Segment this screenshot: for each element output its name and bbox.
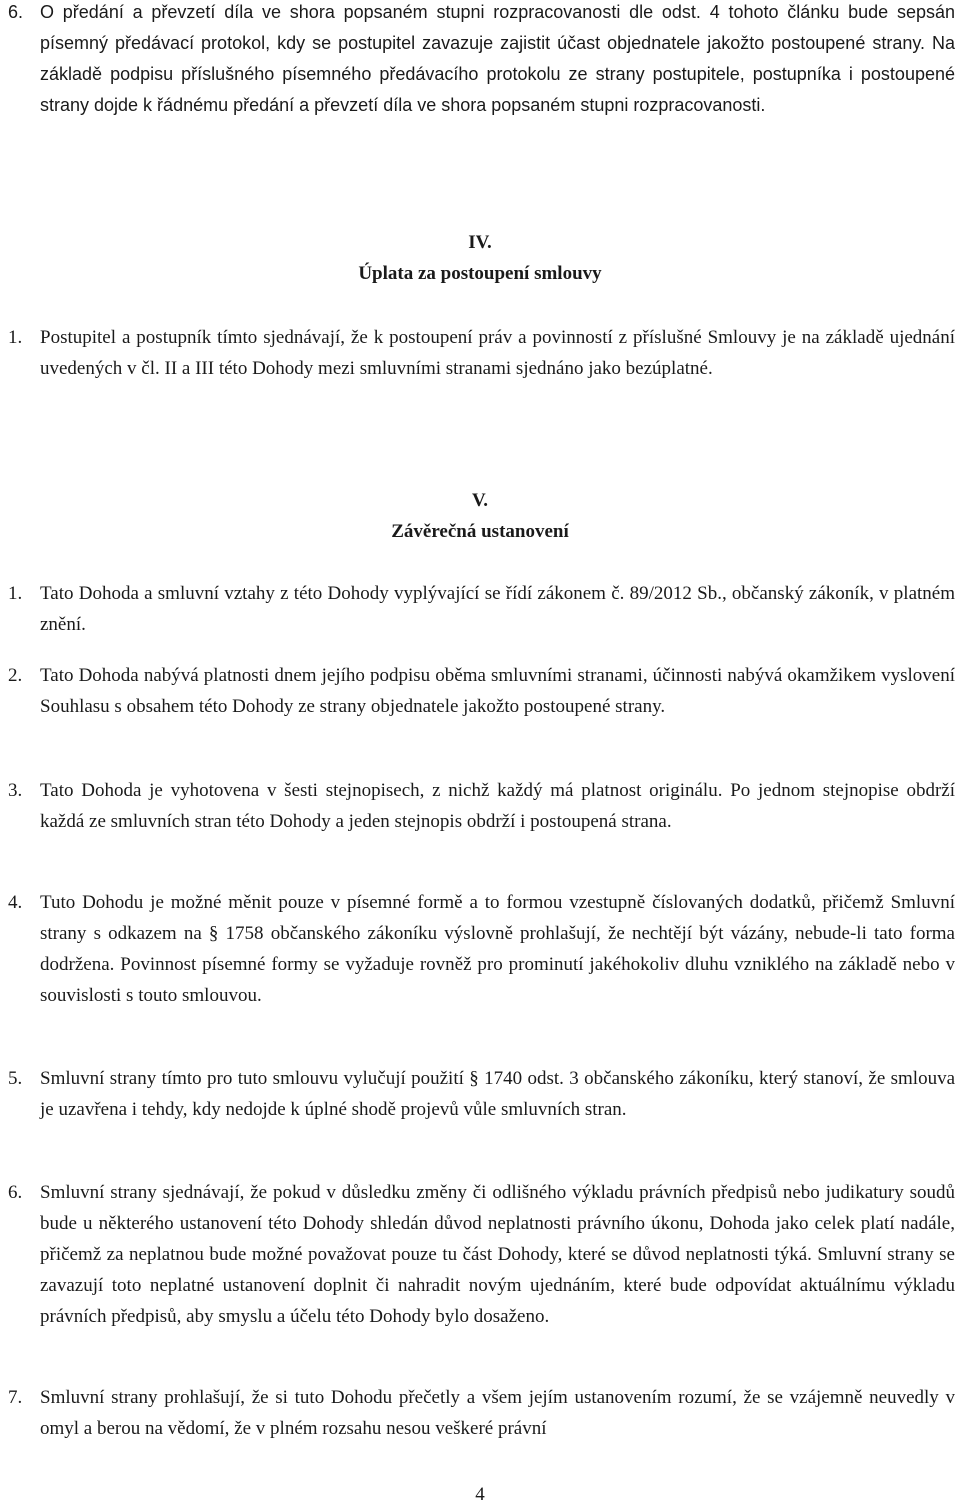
list-item-text: Smluvní strany sjednávají, že pokud v důsledku změny či odlišného výkladu právních předpisů nebo judikatury soudů bude u některého ustanovení této Dohody shledán důvod neplatnosti právního úkonu, Dohoda jako celek platí nadále, přičemž za neplatnou bude možné považovat pouze tu část Dohody, které se důvod neplatnosti týká. Smluvní strany se zavazují toto neplatné ustanovení doplnit či nahradit novým ujednáním, které bude odpovídat aktuálnímu výkladu právních předpisů, aby smyslu a účelu této Dohody bylo dosaženo.	[40, 1182, 955, 1327]
list-item-text: O předání a převzetí díla ve shora popsaném stupni rozpracovanosti dle odst. 4 tohoto článku bude sepsán písemný předávací protokol, kdy se postupitel zavazuje zajistit účast objednatele jakožto postoupené strany. Na základě podpisu příslušného písemného předávacího protokolu ze strany postupitele, postupníka i postoupené strany dojde k řádnému předání a převzetí díla ve shora popsaném stupni rozpracovanosti.	[40, 2, 955, 115]
list-item-number: 1.	[8, 327, 23, 348]
list-item-text: Tuto Dohodu je možné měnit pouze v písemné formě a to formou vzestupně číslovaných dodatků, přičemž Smluvní strany s odkazem na § 1758 občanského zákoníku výslovně prohlašují, že nechtějí být vázány, nebude-li tato forma dodržena. Povinnost písemné formy se vyžaduje rovněž pro prominutí jakéhokoliv dluhu vzniklého na základě nebo v souvislosti s touto smlouvou.	[40, 892, 955, 1006]
section-v-item-5	[8, 1063, 955, 1125]
list-item-number: 3.	[8, 780, 23, 801]
section-iv-item-1	[8, 322, 955, 384]
list-item-number: 6.	[8, 2, 24, 22]
section-v-numeral: V.	[471, 490, 489, 511]
list-item-text: Tato Dohoda je vyhotovena v šesti stejnopisech, z nichž každý má platnost originálu. Po jednom stejnopise obdrží každá ze smluvních stran této Dohody a jeden stejnopis obdrží i postoupená strana.	[40, 780, 955, 832]
section-iv-title: Úplata za postoupení smlouvy	[358, 263, 602, 284]
section-v-item-7	[8, 1382, 955, 1444]
list-item-text: Smluvní strany tímto pro tuto smlouvu vylučují použití § 1740 odst. 3 občanského zákoníku, který stanoví, že smlouva je uzavřena i tehdy, kdy nedojde k úplné shodě projevů vůle smluvních stran.	[40, 1068, 955, 1120]
list-item-number: 5.	[8, 1068, 23, 1089]
section-iv-numeral: IV.	[468, 232, 492, 253]
section-v-title: Závěrečná ustanovení	[391, 521, 569, 542]
list-item-number: 1.	[8, 583, 23, 604]
section-v-item-3	[8, 775, 955, 837]
list-item-number: 7.	[8, 1387, 23, 1408]
list-item-number: 4.	[8, 892, 23, 913]
section-v-item-4	[8, 887, 955, 1011]
list-item-text: Tato Dohoda nabývá platnosti dnem jejího podpisu oběma smluvními stranami, účinnosti nabývá okamžikem vyslovení Souhlasu s obsahem této Dohody ze strany objednatele jakožto postoupené strany.	[40, 665, 955, 717]
section-v-item-2	[8, 660, 955, 722]
list-item-text: Postupitel a postupník tímto sjednávají, že k postoupení práv a povinností z příslušné Smlouvy je na základě ujednání uvedených v čl. II a III této Dohody mezi smluvními stranami sjednáno jako bezúplatné.	[40, 327, 955, 379]
list-item-number: 6.	[8, 1182, 23, 1203]
list-item-text: Smluvní strany prohlašují, že si tuto Dohodu přečetly a všem jejím ustanovením rozumí, že se vzájemně neuvedly v omyl a berou na vědomí, že v plném rozsahu nesou veškeré právní	[40, 1387, 955, 1439]
list-item-number: 2.	[8, 665, 23, 686]
list-item-text: Tato Dohoda a smluvní vztahy z této Dohody vyplývající se řídí zákonem č. 89/2012 Sb., občanský zákoník, v platném znění.	[40, 583, 955, 635]
list-item-top-6	[8, 0, 955, 121]
section-v-item-6	[8, 1177, 955, 1332]
page-number: 4	[475, 1484, 485, 1505]
section-v-item-1	[8, 578, 955, 640]
